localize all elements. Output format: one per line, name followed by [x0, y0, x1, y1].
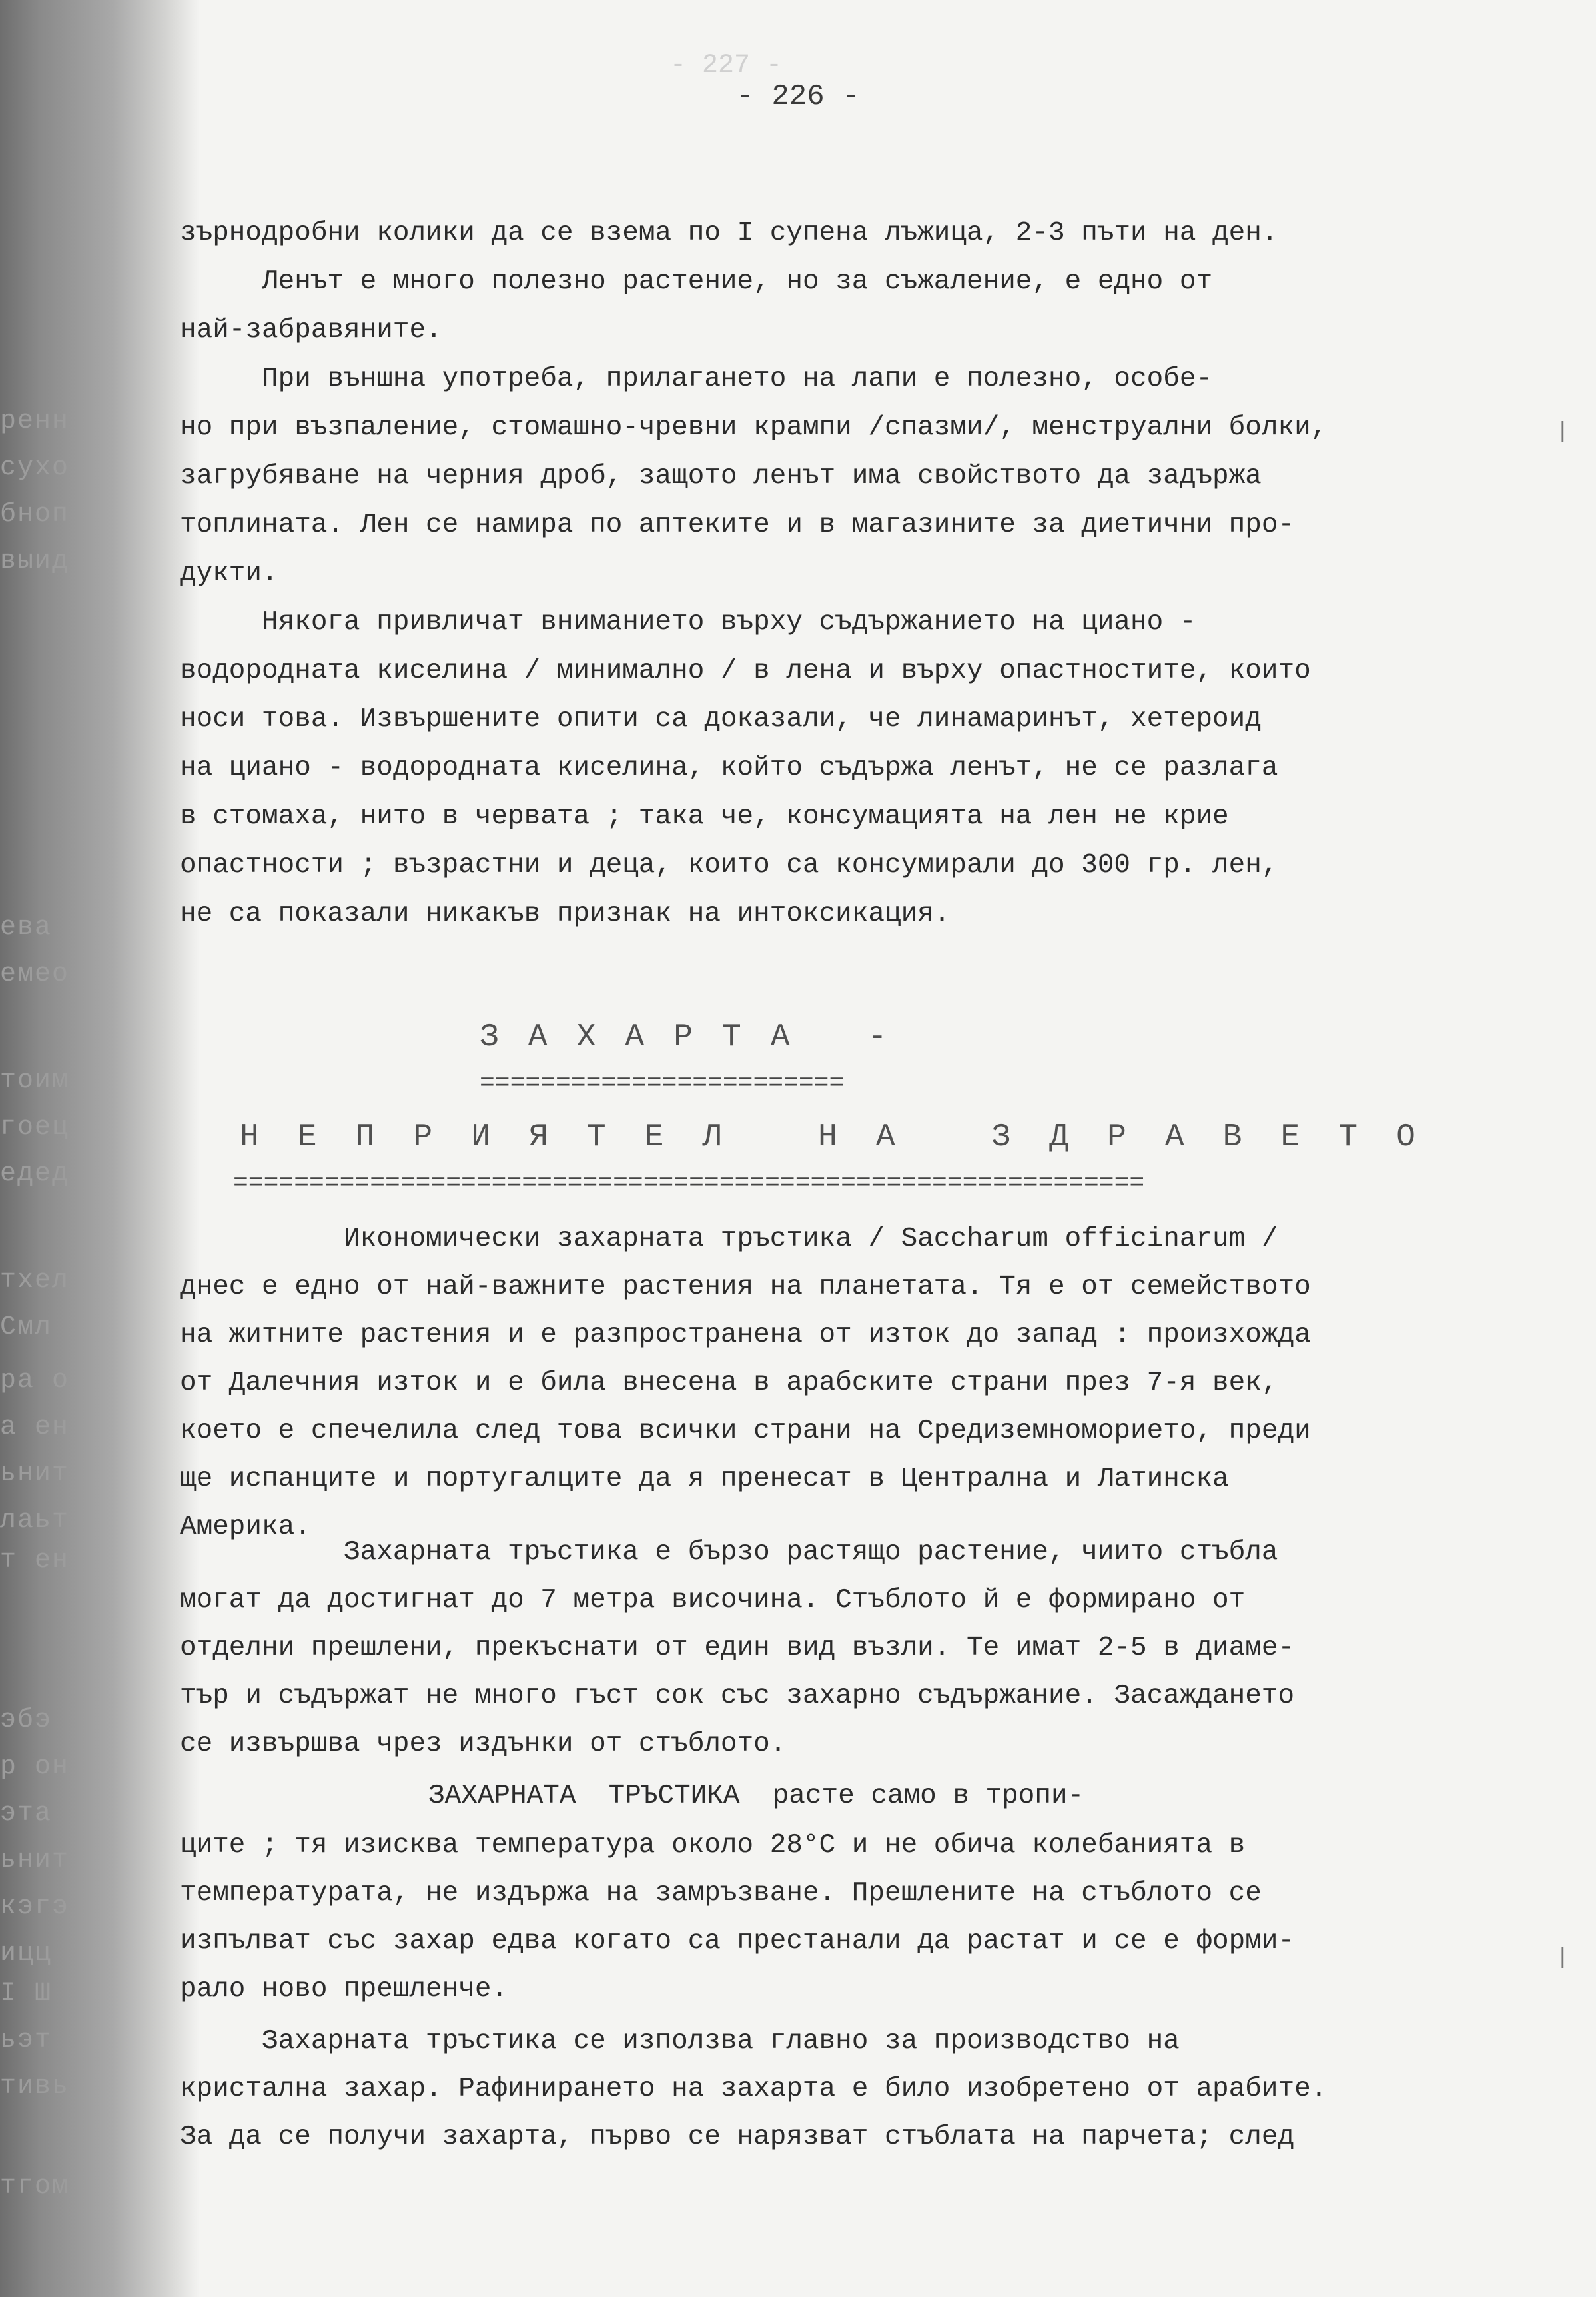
text-line: в стомаха, нито в червата ; така че, консумацията на лен не крие	[180, 801, 1229, 832]
text-line: се извършва чрез издънки от стъблото.	[180, 1729, 787, 1759]
text-line: При външна употреба, прилагането на лапи е полезно, особе-	[180, 364, 1213, 394]
text-line: Някога привличат вниманието върху съдържанието на циано -	[180, 607, 1196, 638]
text-line: ците ; тя изисква температура около 28°C и не обича колебанията в	[180, 1830, 1246, 1861]
bleed-fragment: р он	[0, 1752, 70, 1782]
bleed-fragment: а ен	[0, 1412, 70, 1442]
bleed-fragment: эта	[0, 1799, 53, 1829]
text-line: не са показали никакъв признак на интоксикация.	[180, 899, 951, 929]
bleed-fragment: бноп	[0, 500, 70, 530]
text-line: ЗАХАРНАТА ТРЪСТИКА расте само в тропи-	[346, 1781, 1084, 1811]
text-line: на житните растения и е разпространена от изток до запад : произхожда	[180, 1320, 1311, 1350]
text-line: от Далечния изток и е била внесена в арабските страни през 7-я век,	[180, 1368, 1278, 1398]
bleed-fragment: емео	[0, 959, 70, 989]
text-line: За да се получи захарта, първо се нарязват стъблата на парчета; след	[180, 2122, 1295, 2152]
text-line: най-забравяните.	[180, 315, 442, 346]
heading-rule-2: ============================================================	[233, 1169, 1145, 1198]
page-number: - 226 -	[736, 80, 860, 113]
bleed-fragment: Смл	[0, 1312, 53, 1342]
bleed-fragment: лаьт	[0, 1506, 70, 1536]
bleed-fragment: ра о	[0, 1366, 70, 1396]
bleed-fragment: гоец	[0, 1113, 70, 1143]
margin-mark: |	[1555, 1945, 1569, 1971]
bleed-fragment: выид	[0, 546, 70, 576]
bleed-fragment: т ен	[0, 1546, 70, 1576]
bleed-fragment: I Ш	[0, 1979, 53, 2009]
bleed-fragment: ицц	[0, 1939, 53, 1969]
text-line: отделни прешлени, прекъснати от един вид възли. Те имат 2-5 в диаме-	[180, 1633, 1295, 1663]
text-line: водородната киселина / минимално / в лена и върху опастностите, които	[180, 656, 1311, 686]
bleed-fragment: ьнит	[0, 1459, 70, 1489]
text-line: Икономически захарната тръстика / Saccharum officinarum /	[180, 1224, 1278, 1254]
text-line: на циано - водородната киселина, който съдържа ленът, не се разлага	[180, 753, 1278, 783]
text-line: температурата, не издържа на замръзване. Прешлените на стъблото се	[180, 1878, 1262, 1909]
bleed-fragment: ева	[0, 913, 53, 943]
text-line: днес е едно от най-важните растения на планетата. Тя е от семейството	[180, 1272, 1311, 1302]
text-line: ще испанците и португалците да я пренесат в Централна и Латинска	[180, 1464, 1229, 1494]
text-line: рало ново прешленче.	[180, 1974, 508, 2005]
heading-rule-1: ========================	[480, 1069, 845, 1098]
text-line: носи това. Извършените опити са доказали, че линамаринът, хетероид	[180, 704, 1262, 735]
text-line: изпълват със захар едва когато са престанали да растат и се е форми-	[180, 1926, 1295, 1957]
text-line: Захарната тръстика е бързо растящо растение, чиито стъбла	[180, 1537, 1278, 1568]
section-heading-1: ЗАХАРТА -	[480, 1019, 917, 1055]
bleed-fragment: тгом	[0, 2172, 70, 2202]
bleed-fragment: едед	[0, 1159, 70, 1189]
text-line: което е спечелила след това всички страни на Средиземноморието, преди	[180, 1416, 1311, 1446]
facing-page-bleed	[0, 0, 93, 2297]
text-line: Ленът е много полезно растение, но за съжаление, е едно от	[180, 266, 1213, 297]
bleed-fragment: тоим	[0, 1066, 70, 1096]
bleed-fragment: ьэт	[0, 2025, 53, 2055]
text-line: но при възпаление, стомашно-чревни крампи /спазми/, менструални болки,	[180, 412, 1328, 443]
bleed-fragment: сухо	[0, 453, 70, 483]
text-line: тър и съдържат не много гъст сок със захарно съдържание. Засаждането	[180, 1681, 1295, 1711]
text-line: опастности ; възрастни и деца, които са консумирали до 300 гр. лен,	[180, 850, 1278, 881]
text-line: дукти.	[180, 558, 278, 589]
margin-mark: |	[1555, 420, 1569, 445]
text-line: загрубяване на черния дроб, защото ленът има свойството да задържа	[180, 461, 1262, 492]
text-line: зърнодробни колики да се взема по I супена лъжица, 2-3 пъти на ден.	[180, 218, 1278, 248]
bleed-fragment: эбэ	[0, 1705, 53, 1735]
text-line: могат да достигнат до 7 метра височина. Стъблото й е формирано от	[180, 1585, 1246, 1615]
text-line: Захарната тръстика се използва главно за производство на	[180, 2026, 1180, 2057]
section-heading-2: НЕПРИЯТЕЛ НА ЗДРАВЕТО	[240, 1119, 1454, 1155]
bleed-fragment: кэгэ	[0, 1892, 70, 1922]
text-line: топлината. Лен се намира по аптеките и в магазините за диетични про-	[180, 510, 1295, 540]
bleed-fragment: ьнит	[0, 1845, 70, 1875]
bleed-fragment: ренн	[0, 406, 70, 436]
bleed-fragment: тхел	[0, 1266, 70, 1296]
text-line: кристална захар. Рафинирането на захарта е било изобретено от арабите.	[180, 2074, 1328, 2104]
page-number-ghost: - 227 -	[669, 51, 783, 81]
text-line: Америка.	[180, 1512, 311, 1542]
bleed-fragment: тивь	[0, 2072, 70, 2102]
